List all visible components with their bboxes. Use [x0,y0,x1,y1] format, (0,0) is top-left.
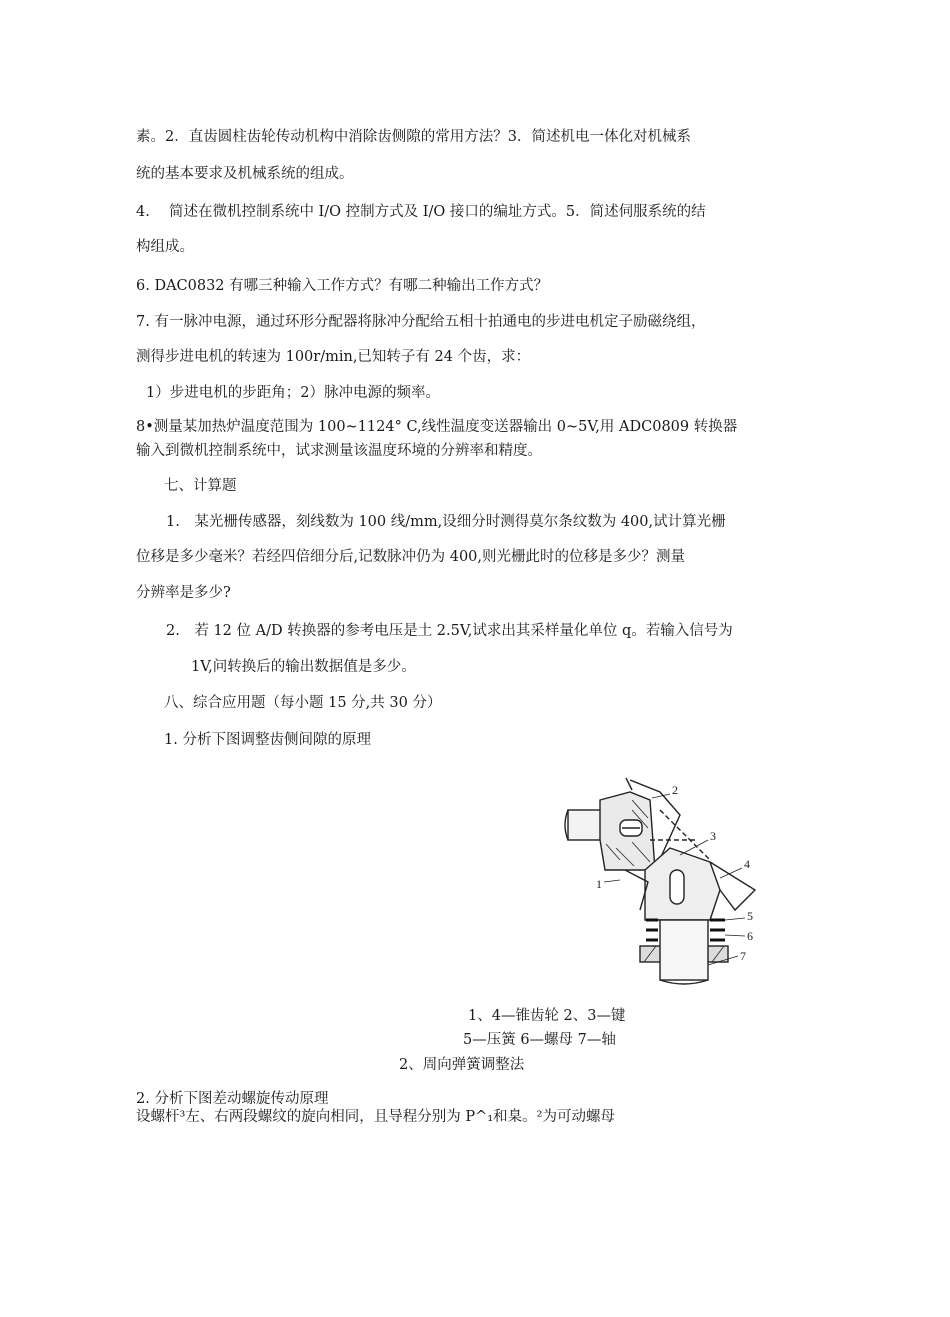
text-line-12: 1. 某光栅传感器，刻线数为 100 线/mm,设细分时测得莫尔条纹数为 400,试计算光栅 [166,514,726,530]
text-line-8: 1）步进电机的步距角；2）脉冲电源的频率。 [146,385,440,401]
section-heading-7: 七、计算题 [164,478,237,494]
text-line-2: 统的基本要求及机械系统的组成。 [136,166,354,182]
text-line-13: 位移是多少毫米？若经四倍细分后,记数脉冲仍为 400,则光栅此时的位移是多少？测量 [136,549,686,565]
text-line-15: 2. 若 12 位 A/D 转换器的参考电压是土 2.5V,试求出其采样量化单位 q。若输入信号为 [166,623,733,639]
figure-label-6: 6 [747,929,753,943]
figure-title: 2、周向弹簧调整法 [399,1057,525,1073]
text-line-14: 分辨率是多少? [136,585,231,601]
text-line-tail-1: 2. 分析下图差动螺旋传动原理 [136,1091,329,1107]
figure-label-2: 2 [672,783,678,797]
figure-caption-line-2: 5—压簧 6—螺母 7—轴 [463,1032,616,1048]
text-line-16: 1V,问转换后的输出数据值是多少。 [191,659,416,675]
text-line-4: 构组成。 [136,239,194,255]
text-line-18: 1. 分析下图调整齿侧间隙的原理 [164,732,371,748]
text-line-5: 6. DAC0832 有哪三种输入工作方式？有哪二种输出工作方式？ [136,278,549,294]
figure-label-3: 3 [710,829,716,843]
text-line-3: 4. 简述在微机控制系统中 I/O 控制方式及 I/O 接口的编址方式。5．简述伺服系统的结 [136,204,706,220]
text-line-10: 输入到微机控制系统中，试求测量该温度环境的分辨率和精度。 [136,443,542,459]
text-line-6: 7. 有一脉冲电源，通过环形分配器将脉冲分配给五相十拍通电的步进电机定子励磁绕组， [136,314,706,330]
figure-label-1: 1 [596,877,602,891]
bevel-gear-diagram [560,770,770,990]
text-line-9: 8•测量某加热炉温度范围为 100~1124° C,线性温度变送器输出 0~5V,用 ADC0809 转换器 [136,419,738,435]
figure-caption-line-1: 1、4—锥齿轮 2、3—键 [468,1008,626,1024]
text-line-1: 素。2．直齿圆柱齿轮传动机构中消除齿侧隙的常用方法？3．简述机电一体化对机械系 [136,129,691,145]
text-line-tail-2: 设螺杆³左、右两段螺纹的旋向相同，且导程分别为 P^₁和臬。²为可动螺母 [136,1109,615,1125]
section-heading-8: 八、综合应用题（每小题 15 分,共 30 分） [164,695,442,711]
text-line-7: 测得步进电机的转速为 100r/min,已知转子有 24 个齿，求： [136,349,531,365]
figure-label-5: 5 [747,909,753,923]
figure-label-4: 4 [744,857,750,871]
figure-label-7: 7 [740,949,746,963]
